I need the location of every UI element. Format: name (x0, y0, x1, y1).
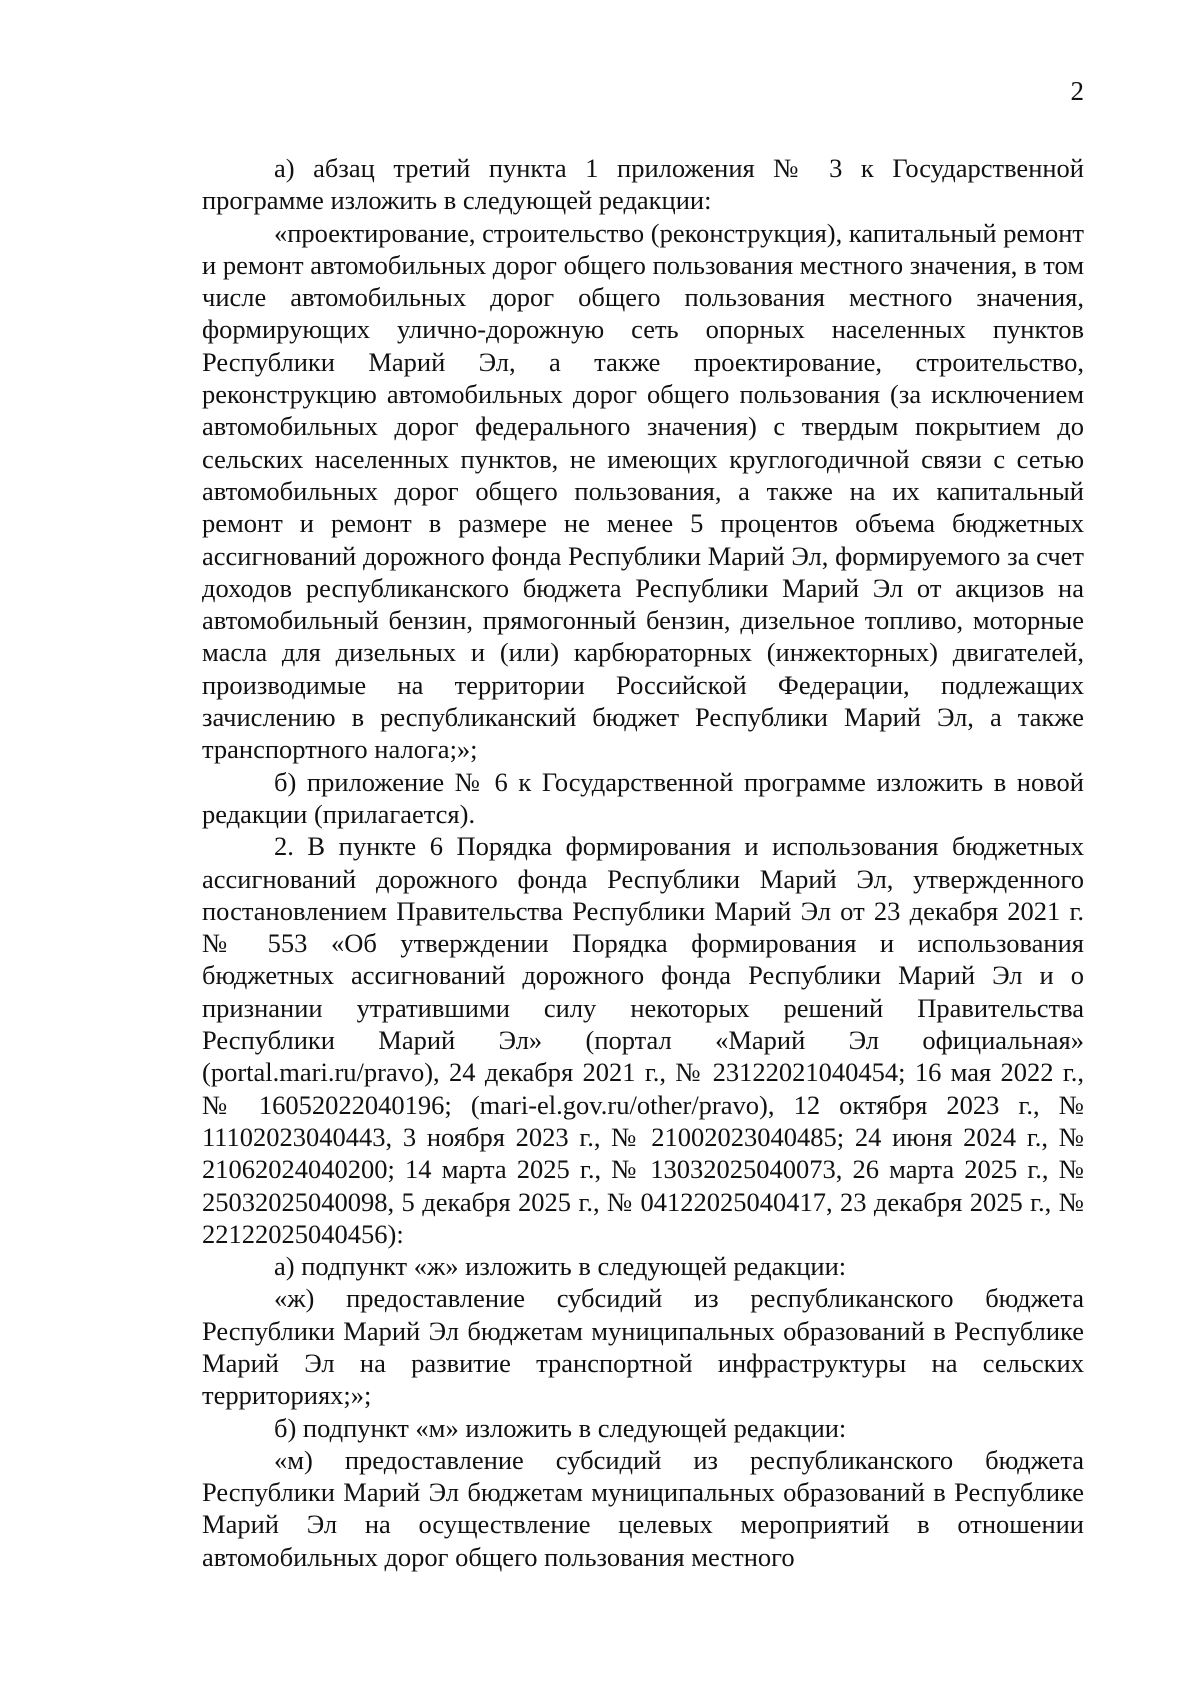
paragraph-quoted-text: «проектирование, строительство (реконструкция), капитальный ремонт и ремонт автомобильных дорог общего пользования местного значения, в том числе автомобильных дорог общего пользования местного значения, формирующих улично-дорожную сеть опорных населенных пунктов Республики Марий Эл, а также проектирование, строительство, реконструкцию автомобильных дорог общего пользования (за исключением автомобильных дорог федерального значения) с твердым покрытием до сельских населенных пунктов, не имеющих круглогодичной связи с сетью автомобильных дорог общего пользования, а также на их капитальный ремонт и ремонт в размере не менее 5 процентов объема бюджетных ассигнований дорожного фонда Республики Марий Эл, формируемого за счет доходов республиканского бюджета Республики Марий Эл от акцизов на автомобильный бензин, прямогонный бензин, дизельное топливо, моторные масла для дизельных и (или) карбюраторных (инжекторных) двигателей, производимые на территории Российской Федерации, подлежащих зачислению в республиканский бюджет Республики Марий Эл, а также транспортного налога;»; (202, 217, 1084, 765)
paragraph-amendment-b: б) приложение № 6 к Государственной программе изложить в новой редакции (прилагается). (202, 766, 1084, 829)
paragraph-item-2: 2. В пункте 6 Порядка формирования и использования бюджетных ассигнований дорожного фонда Республики Марий Эл, утвержденного постановлением Правительства Республики Марий Эл от 23 декабря 2021 г. № 553 «Об утверждении Порядка формирования и использования бюджетных ассигнований дорожного фонда Республики Марий Эл и о признании утратившими силу некоторых решений Правительства Республики Марий Эл» (портал «Марий Эл официальная» (portal.mari.ru/pravo), 24 декабря 2021 г., № 23122021040454; 16 мая 2022 г., № 16052022040196; (mari-el.gov.ru/other/pravo), 12 октября 2023 г., № 11102023040443, 3 ноября 2023 г., № 21002023040485; 24 июня 2024 г., № 21062024040200; 14 марта 2025 г., № 13032025040073, 26 марта 2025 г., № 25032025040098, 5 декабря 2025 г., № 04122025040417, 23 декабря 2025 г., № 22122025040456): (202, 831, 1084, 1249)
paragraph-subitem-zh: «ж) предоставление субсидий из республиканского бюджета Республики Марий Эл бюджетам муниципальных образований в Республике Марий Эл на развитие транспортной инфраструктуры на сельских территориях;»; (202, 1283, 1084, 1411)
paragraph-amendment-a: а) абзац третий пункта 1 приложения № 3 к Государственной программе изложить в следующей редакции: (202, 153, 1084, 216)
page-number: 2 (1070, 76, 1084, 106)
document-body (202, 152, 1084, 1573)
paragraph-subitem-a: а) подпункт «ж» изложить в следующей редакции: (274, 1251, 847, 1282)
paragraph-subitem-m: «м) предоставление субсидий из республиканского бюджета Республики Марий Эл бюджетам муниципальных образований в Республике Марий Эл на осуществление целевых мероприятий в отношении автомобильных дорог общего пользования местного (202, 1444, 1084, 1572)
paragraph-subitem-b: б) подпункт «м» изложить в следующей редакции: (274, 1412, 847, 1443)
